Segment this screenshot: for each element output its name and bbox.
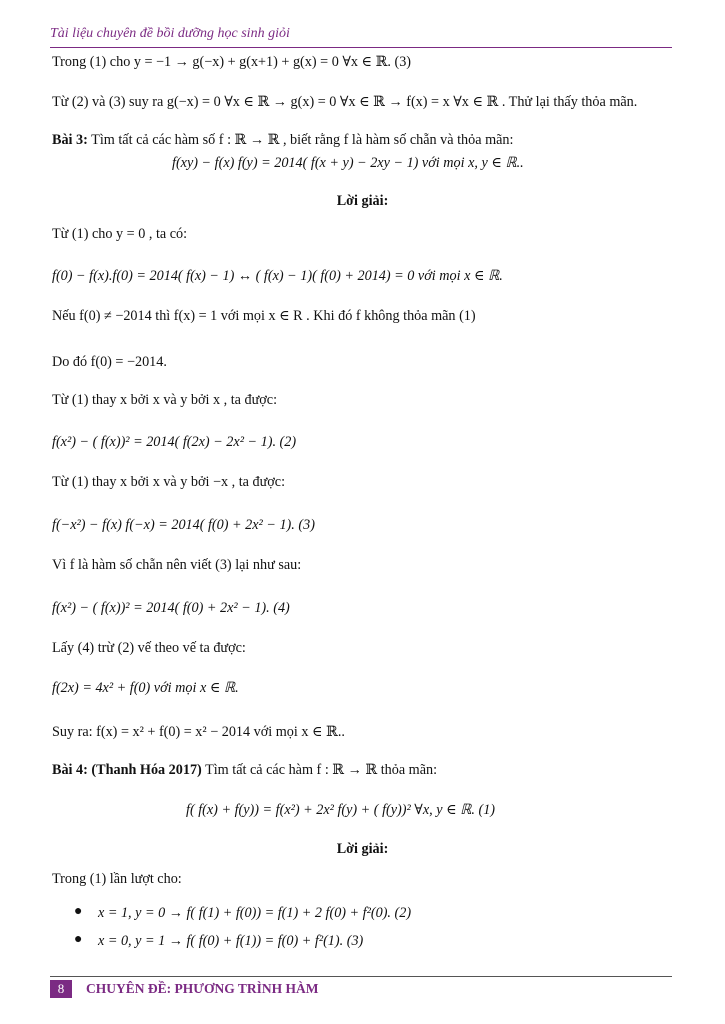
equation-line: f( f(x) + f(y)) = f(x²) + 2x² f(y) + ( f(y))² ∀x, y ∈ ℝ. (1) <box>186 802 496 818</box>
text-line: Từ (1) cho y = 0 , ta có: <box>52 226 188 242</box>
document-header: Tài liệu chuyên đề bồi dưỡng học sinh giỏi <box>50 26 290 41</box>
bullet-item: x = 0, y = 1 → f( f(0) + f(1)) = f(0) + f²(1). (3) <box>98 933 364 949</box>
exercise-3-text: Tìm tất cả các hàm số f : ℝ → ℝ , biết rằng f là hàm số chẵn và thỏa mãn: <box>87 132 514 148</box>
text-line: Nếu f(0) ≠ −2014 thì f(x) = 1 với mọi x ∈ R . Khi đó f không thỏa mãn (1) <box>52 308 476 324</box>
text-line: Suy ra: f(x) = x² + f(0) = x² − 2014 với mọi x ∈ ℝ.. <box>52 724 345 740</box>
equation-line: f(x²) − ( f(x))² = 2014( f(0) + 2x² − 1). (4) <box>52 600 290 616</box>
solution-heading: Lời giải: <box>336 193 389 209</box>
text-line: Trong (1) cho y = −1 → g(−x) + g(x+1) + g(x) = 0 ∀x ∈ ℝ. (3) <box>52 54 412 70</box>
equation-line: f(x²) − ( f(x))² = 2014( f(2x) − 2x² − 1). (2) <box>52 434 297 450</box>
header-divider <box>50 47 672 48</box>
exercise-4-label: Bài 4: (Thanh Hóa 2017) <box>52 762 202 778</box>
footer-divider <box>50 976 672 977</box>
bullet-item: x = 1, y = 0 → f( f(1) + f(0)) = f(1) + 2 f(0) + f²(0). (2) <box>98 905 412 921</box>
text-line: Từ (2) và (3) suy ra g(−x) = 0 ∀x ∈ ℝ → g(x) = 0 ∀x ∈ ℝ → f(x) = x ∀x ∈ ℝ . Thử lại thấy thỏa mãn. <box>52 94 638 110</box>
text-line: Trong (1) lần lượt cho: <box>52 871 182 887</box>
footer-title: CHUYÊN ĐỀ: PHƯƠNG TRÌNH HÀM <box>86 981 319 996</box>
bullet-icon: ● <box>74 904 83 919</box>
equation-line: f(2x) = 4x² + f(0) với mọi x ∈ ℝ. <box>52 680 239 696</box>
equation-line: f(−x²) − f(x) f(−x) = 2014( f(0) + 2x² − 1). (3) <box>52 517 315 533</box>
solution-heading: Lời giải: <box>336 841 389 857</box>
exercise-4 <box>52 761 437 779</box>
bullet-icon: ● <box>74 932 83 947</box>
exercise-3 <box>52 131 513 149</box>
text-line: Vì f là hàm số chẵn nên viết (3) lại như sau: <box>52 557 302 573</box>
exercise-4-text: Tìm tất cả các hàm f : ℝ → ℝ thỏa mãn: <box>201 762 438 778</box>
page-number: 8 <box>50 980 72 998</box>
text-line: Từ (1) thay x bởi x và y bởi x , ta được: <box>52 392 278 408</box>
equation-line: f(xy) − f(x) f(y) = 2014( f(x + y) − 2xy − 1) với mọi x, y ∈ ℝ.. <box>172 155 524 171</box>
equation-line: f(0) − f(x).f(0) = 2014( f(x) − 1) ↔ ( f(x) − 1)( f(0) + 2014) = 0 với mọi x ∈ ℝ. <box>52 268 503 284</box>
text-line: Lấy (4) trừ (2) vế theo vế ta được: <box>52 640 246 656</box>
text-line: Từ (1) thay x bởi x và y bởi −x , ta được: <box>52 474 286 490</box>
exercise-3-label: Bài 3: <box>52 132 88 148</box>
text-line: Do đó f(0) = −2014. <box>52 354 167 370</box>
